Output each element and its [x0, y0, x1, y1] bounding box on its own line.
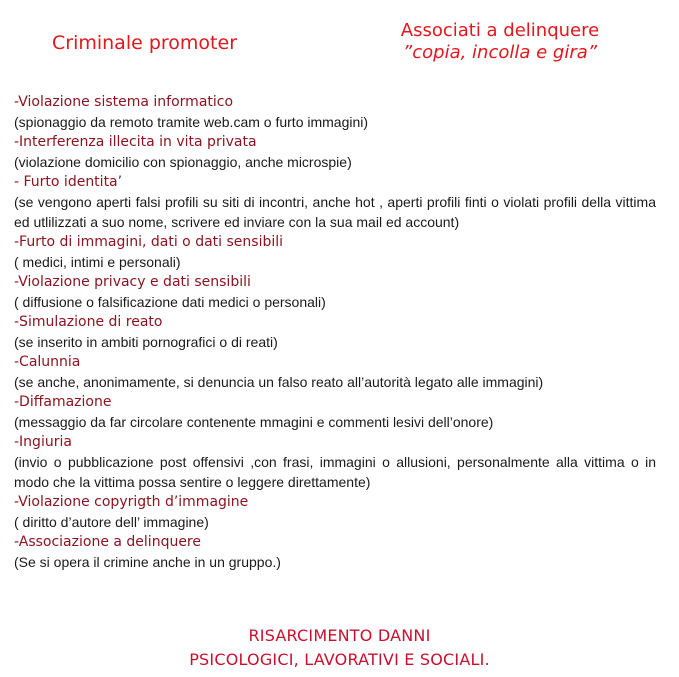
- item-description: (violazione domicilio con spionaggio, anche microspie): [14, 154, 352, 170]
- item-description: ( diritto d’autore dell’ immagine): [14, 514, 209, 530]
- list-item: [14, 272, 656, 312]
- item-title: -Interferenza illecita in vita privata: [14, 134, 257, 150]
- item-description: (se inserito in ambiti pornografici o di reati): [14, 334, 278, 350]
- item-description: (se anche, anonimamente, si denuncia un falso reato all’autorità legato alle immagini): [14, 374, 544, 390]
- item-title: -Simulazione di reato: [14, 314, 163, 330]
- item-description: (Se si opera il crimine anche in un gruppo.): [14, 554, 281, 570]
- list-item: [14, 432, 656, 492]
- item-description: (messaggio da far circolare contenente mmagini e commenti lesivi dell’onore): [14, 414, 494, 430]
- item-title: -Associazione a delinquere: [14, 534, 201, 550]
- item-title: -Violazione copyrigth d’immagine: [14, 494, 249, 510]
- header-right-line-1: Associati a delinquere: [400, 20, 600, 41]
- list-item: [14, 232, 656, 272]
- list-item: [14, 312, 656, 352]
- list-item: [14, 492, 656, 532]
- offense-list: [14, 92, 656, 572]
- header-right-line-2: ”copia, incolla e gira”: [402, 42, 598, 63]
- item-title: -Violazione sistema informatico: [14, 94, 234, 110]
- item-description: (invio o pubblicazione post offensivi ,con frasi, immagini o allusioni, personalmente alla vittima o in modo che la vittima possa sentire o leggere direttamente): [14, 454, 656, 490]
- item-title: -Calunnia: [14, 354, 81, 370]
- item-title: - Furto identita’: [14, 174, 123, 190]
- item-title: -Ingiuria: [14, 434, 72, 450]
- item-description: (se vengono aperti falsi profili su siti di incontri, anche hot , aperti profili finti o violati profili della vittima ed utlilizzati a suo nome, scrivere ed inviare con la sua mail ed account): [14, 194, 656, 230]
- list-item: [14, 92, 656, 132]
- header-right-title: [360, 20, 640, 64]
- footer-line-2: PSICOLOGICI, LAVORATIVI E SOCIALI.: [189, 650, 490, 669]
- header-left-title: Criminale promoter: [52, 32, 237, 54]
- item-description: ( medici, intimi e personali): [14, 254, 181, 270]
- list-item: [14, 392, 656, 432]
- footer-compensation: [0, 624, 679, 672]
- item-title: -Violazione privacy e dati sensibili: [14, 274, 251, 290]
- item-title: -Furto di immagini, dati o dati sensibili: [14, 234, 284, 250]
- list-item: [14, 172, 656, 232]
- item-title: -Diffamazione: [14, 394, 112, 410]
- item-description: ( diffusione o falsificazione dati medici o personali): [14, 294, 326, 310]
- item-description: (spionaggio da remoto tramite web.cam o furto immagini): [14, 114, 369, 130]
- list-item: [14, 352, 656, 392]
- list-item: [14, 532, 656, 572]
- list-item: [14, 132, 656, 172]
- footer-line-1: RISARCIMENTO DANNI: [248, 626, 431, 645]
